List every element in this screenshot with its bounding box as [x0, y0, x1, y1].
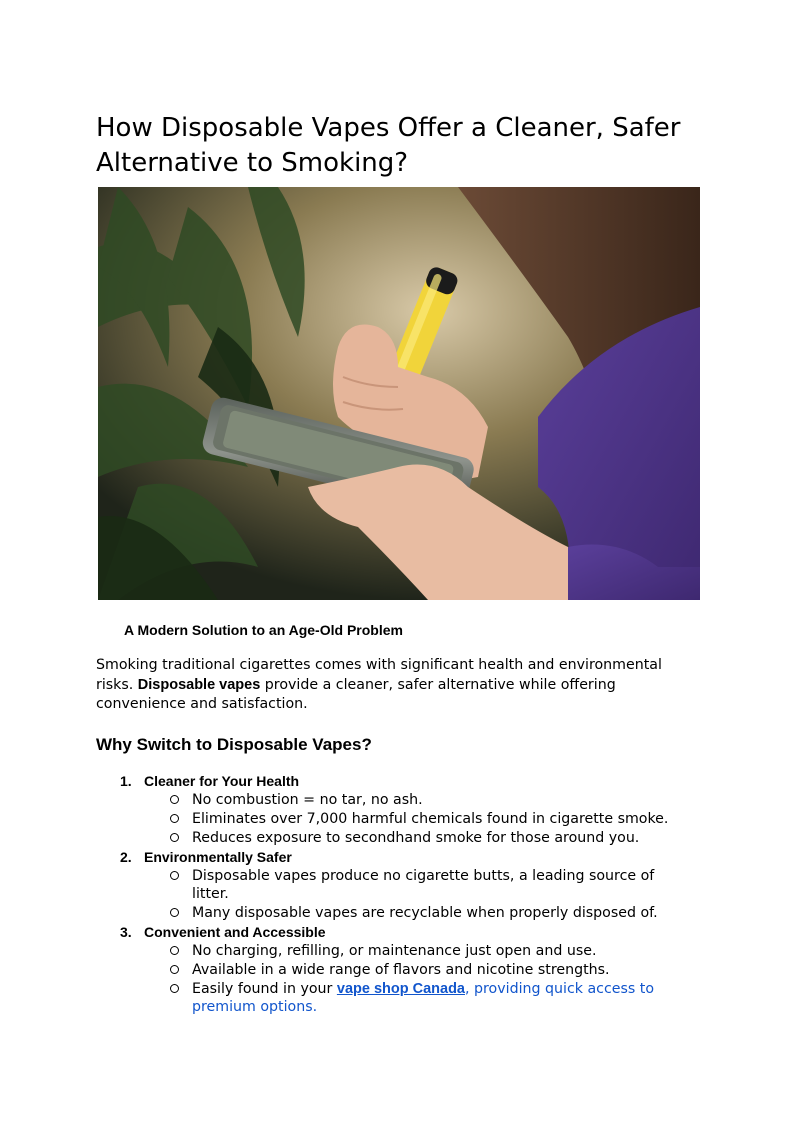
point-text: No charging, refilling, or maintenance just open and use.: [192, 943, 597, 959]
list-item-heading: [120, 848, 696, 867]
list-item-heading: [120, 923, 696, 942]
list-point: [192, 961, 672, 979]
circle-bullet-icon: [170, 795, 179, 804]
intro-paragraph: [96, 656, 686, 715]
list-item-title: Convenient and Accessible: [144, 924, 326, 940]
point-text: Many disposable vapes are recyclable when properly disposed of.: [192, 905, 658, 921]
hero-image: [98, 187, 700, 600]
list-point: [192, 980, 672, 1016]
intro-text-end: provide a cleaner, safer alternative while offering convenience and satisfaction.: [96, 676, 616, 712]
list-point: [192, 867, 672, 903]
point-text: Disposable vapes produce no cigarette butts, a leading source of litter.: [192, 868, 655, 902]
list-point: [192, 829, 672, 847]
intro-text-start: Smoking traditional cigarettes comes with significant health and environmental risks.: [96, 657, 662, 693]
circle-bullet-icon: [170, 984, 179, 993]
list-item-title: Cleaner for Your Health: [144, 773, 300, 789]
point-text: Eliminates over 7,000 harmful chemicals found in cigarette smoke.: [192, 811, 669, 827]
list-point: [192, 904, 672, 922]
point-text: No combustion = no tar, no ash.: [192, 792, 423, 808]
list-point: [192, 791, 672, 809]
circle-bullet-icon: [170, 908, 179, 917]
point-text-blue: , providing quick access to premium options.: [192, 981, 655, 1015]
circle-bullet-icon: [170, 946, 179, 955]
benefits-list: [96, 772, 696, 1017]
list-number: 2.: [120, 849, 132, 865]
list-item-heading: [120, 772, 696, 791]
intro-bold-term: Disposable vapes: [137, 676, 261, 693]
point-text: Easily found in your: [192, 981, 337, 997]
circle-bullet-icon: [170, 833, 179, 842]
article-title: How Disposable Vapes Offer a Cleaner, Safer Alternative to Smoking?: [96, 113, 681, 178]
list-number: 1.: [120, 773, 132, 789]
section-heading: Why Switch to Disposable Vapes?: [96, 735, 372, 754]
circle-bullet-icon: [170, 965, 179, 974]
list-point: [192, 810, 672, 828]
circle-bullet-icon: [170, 814, 179, 823]
list-number: 3.: [120, 924, 132, 940]
list-point: [192, 942, 672, 960]
section-subheading: A Modern Solution to an Age-Old Problem: [124, 622, 403, 638]
circle-bullet-icon: [170, 871, 179, 880]
vape-shop-canada-link[interactable]: vape shop Canada: [336, 981, 465, 997]
list-item-title: Environmentally Safer: [144, 849, 292, 865]
point-text: Reduces exposure to secondhand smoke for those around you.: [192, 830, 640, 846]
point-text: Available in a wide range of flavors and nicotine strengths.: [192, 962, 610, 978]
